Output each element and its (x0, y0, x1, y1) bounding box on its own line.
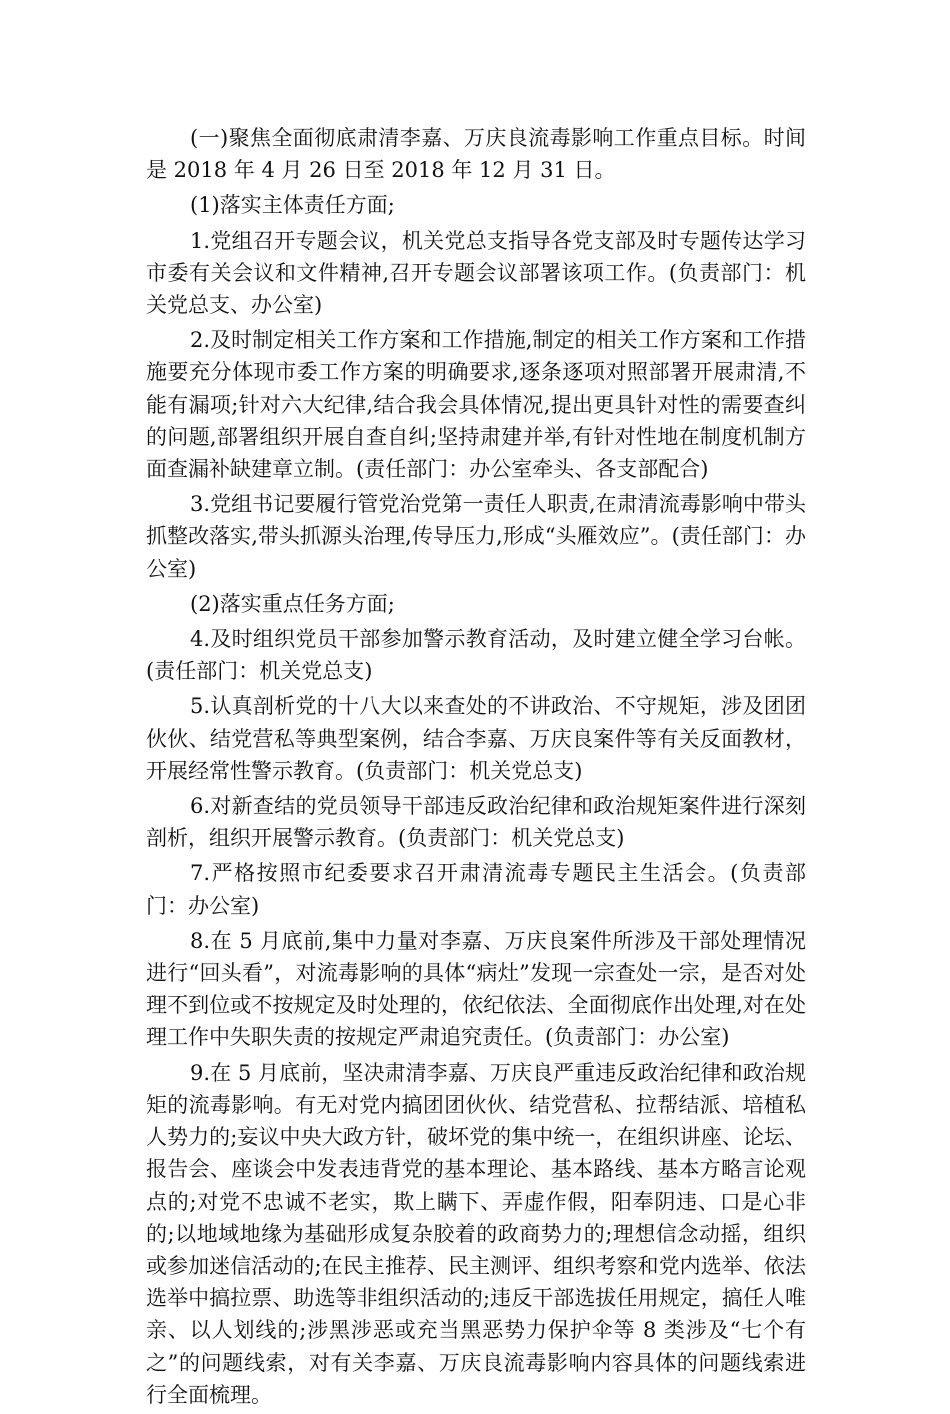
list-item-5: 5.认真剖析党的十八大以来查处的不讲政治、不守规矩，涉及团团伙伙、结党营私等典型案例，结合李嘉、万庆良案件等有关反面教材，开展经常性警示教育。(负责部门：机关党总支) (146, 694, 806, 783)
list-item-9: 9.在 5 月底前，坚决肃清李嘉、万庆良严重违反政治纪律和政治规矩的流毒影响。有无对党内搞团团伙伙、结党营私、拉帮结派、培植私人势力的;妄议中央大政方针，破坏党的集中统一，在组织讲座、论坛、报告会、座谈会中发表违背党的基本理论、基本路线、基本方略言论观点的;对党不忠诚不老实，欺上瞒下、弄虚作假，阳奉阴违、口是心非的;以地域地缘为基础形成复杂胶着的政商势力的;理想信念动摇，组织或参加迷信活动的;在民主推荐、民主测评、组织考察和党内选举、依法选举中搞拉票、助选等非组织活动的;违反干部选拔任用规定，搞任人唯亲、以人划线的;涉黑涉恶或充当黑恶势力保护伞等 8 类涉及“七个有之”的问题线索，对有关李嘉、万庆良流毒影响内容具体的问题线索进行全面梳理。 (146, 1060, 806, 1407)
section-heading-focus-goals: (一)聚焦全面彻底肃清李嘉、万庆良流毒影响工作重点目标。时间是 2018 年 4 月 26 日至 2018 年 12 月 31 日。 (146, 126, 806, 183)
subsection-heading-main-responsibility: (1)落实主体责任方面; (190, 193, 395, 218)
list-item-3: 3.党组书记要履行管党治党第一责任人职责,在肃清流毒影响中带头抓整改落实,带头抓源头治理,传导压力,形成“头雁效应”。(责任部门：办公室) (146, 492, 806, 581)
list-item-4: 4.及时组织党员干部参加警示教育活动，及时建立健全学习台帐。(责任部门：机关党总支) (146, 627, 806, 684)
subsection-heading-key-tasks: (2)落实重点任务方面; (190, 591, 395, 616)
document-page (146, 122, 806, 1414)
list-item-7: 7.严格按照市纪委要求召开肃清流毒专题民主生活会。(负责部门：办公室) (146, 861, 806, 918)
list-item-1: 1.党组召开专题会议，机关党总支指导各党支部及时专题传达学习市委有关会议和文件精神,召开专题会议部署该项工作。(负责部门：机关党总支、办公室) (146, 228, 806, 318)
list-item-2: 2.及时制定相关工作方案和工作措施,制定的相关工作方案和工作措施要充分体现市委工作方案的明确要求,逐条逐项对照部署开展肃清,不能有漏项;针对六大纪律,结合我会具体情况,提出更具针对性的需要查纠的问题,部署组织开展自查自纠;坚持肃建并举,有针对性地在制度机制方面查漏补缺建章立制。(责任部门：办公室牵头、各支部配合) (146, 328, 806, 482)
list-item-6: 6.对新查结的党员领导干部违反政治纪律和政治规矩案件进行深刻剖析，组织开展警示教育。(负责部门：机关党总支) (146, 794, 806, 851)
list-item-8: 8.在 5 月底前,集中力量对李嘉、万庆良案件所涉及干部处理情况进行“回头看”，对流毒影响的具体“病灶”发现一宗查处一宗，是否对处理不到位或不按规定及时处理的，依纪依法、全面彻底作出处理,对在处理工作中失职失责的按规定严肃追究责任。(负责部门：办公室) (146, 928, 806, 1050)
